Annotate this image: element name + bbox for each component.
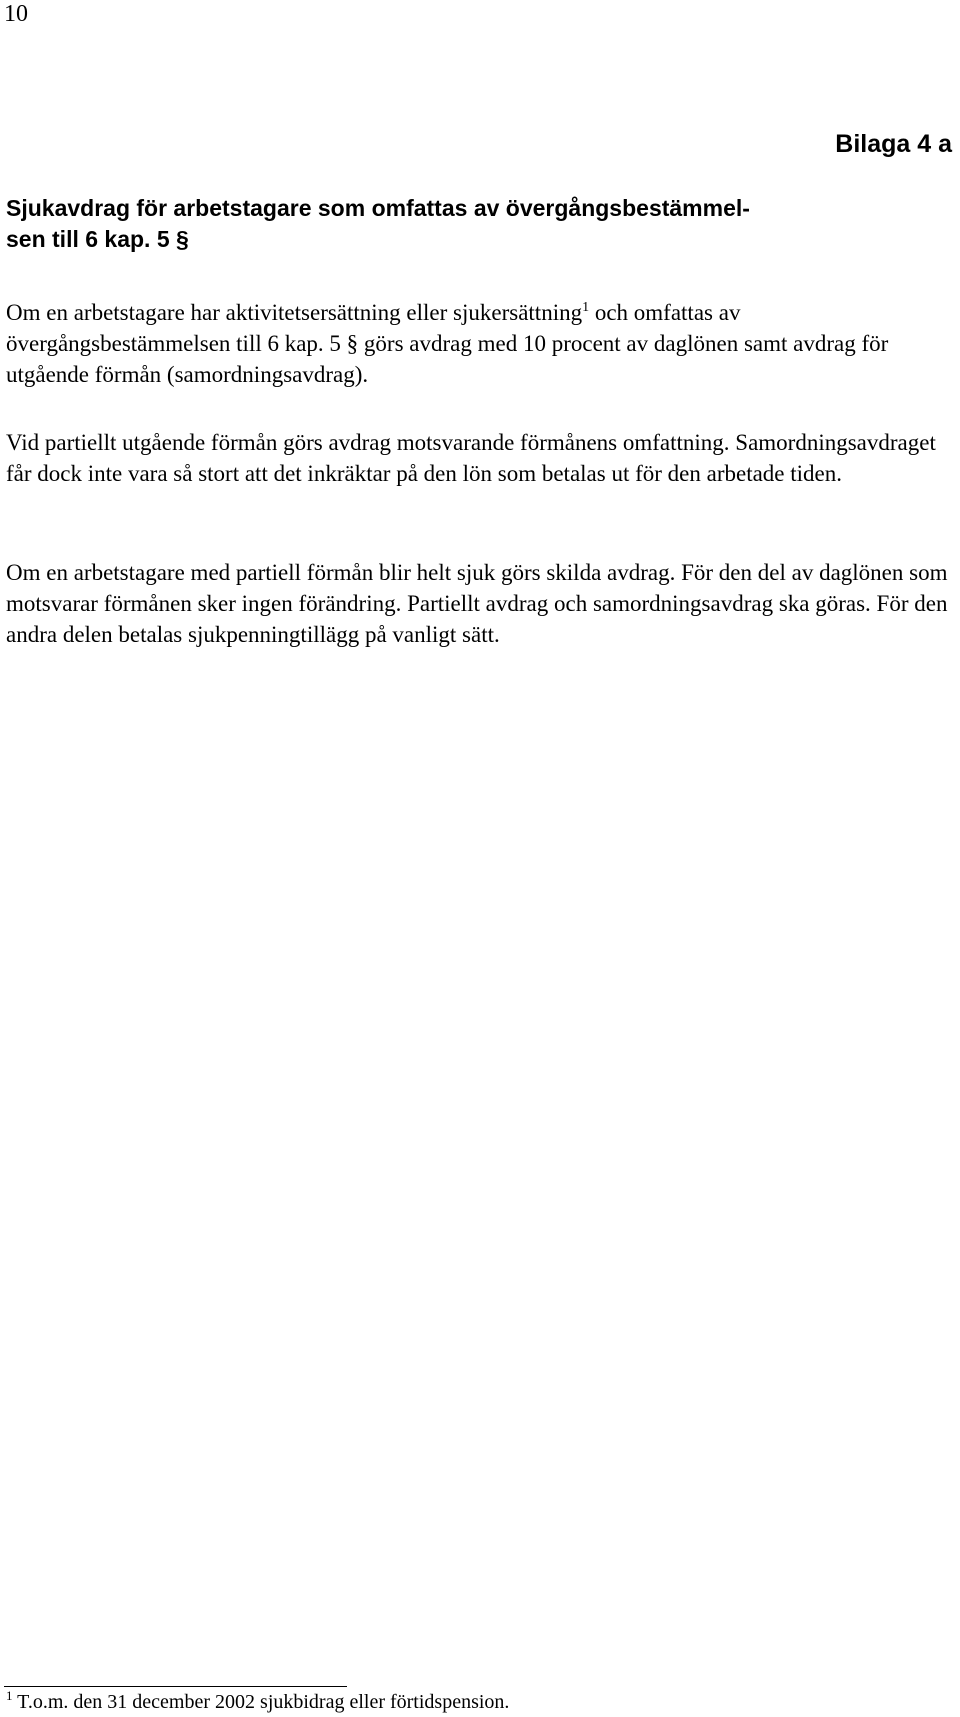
paragraph-text: och omfattas av övergångsbestämmelsen till 6 kap. 5 § görs avdrag med 10 procent av daglönen samt avdrag för utgående förmån (samordningsavdrag). [6,300,889,387]
footnote [6,1690,906,1714]
heading-line-2: sen till 6 kap. 5 § [6,226,189,252]
footnote-reference: 1 [582,300,590,315]
footnote-separator [4,1686,347,1687]
paragraph-full-sickness: Om en arbetstagare med partiell förmån blir helt sjuk görs skilda avdrag. För den del av daglönen som motsvarar förmånen sker ingen förändring. Partiellt avdrag och samordningsavdrag ska göras. För den andra delen betalas sjukpenningtillägg på vanligt sätt. [6,560,948,647]
footnote-text: T.o.m. den 31 december 2002 sjukbidrag eller förtidspension. [12,1691,510,1713]
section-heading [6,193,906,255]
heading-line-1: Sjukavdrag för arbetstagare som omfattas av övergångsbestämmel- [6,195,750,221]
appendix-label: Bilaga 4 a [835,130,952,158]
footnote-marker: 1 [6,1688,13,1703]
paragraph-deduction-rule [6,297,951,390]
paragraph-partial-benefit: Vid partiellt utgående förmån görs avdrag motsvarande förmånens omfattning. Samordningsavdraget får dock inte vara så stort att det inkräktar på den lön som betalas ut för den arbetade tiden. [6,430,936,486]
paragraph-text: Om en arbetstagare har aktivitetsersättning eller sjukersättning [6,300,583,325]
page-number: 10 [4,1,28,27]
